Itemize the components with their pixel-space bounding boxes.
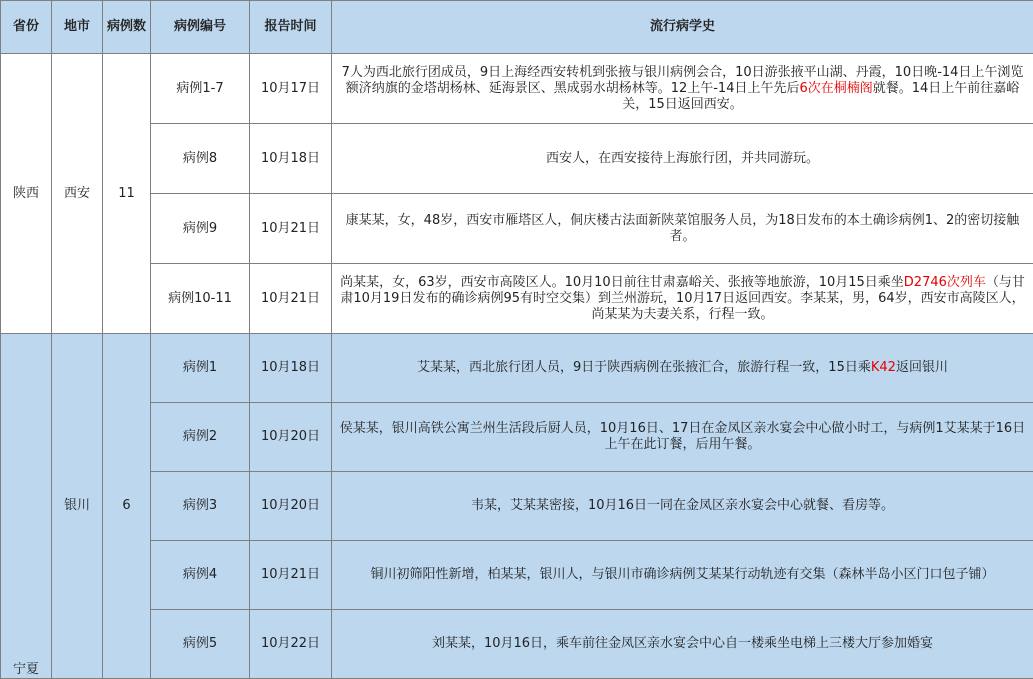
- desc-text: 刘某某，10月16日，乘车前往金凤区亲水宴会中心自一楼乘坐电梯上三楼大厅参加婚宴: [432, 636, 933, 651]
- case-id-cell: 病例1: [151, 334, 250, 403]
- desc-text: 西安人，在西安接待上海旅行团，并共同游玩。: [546, 151, 819, 166]
- case-id-cell: 病例3: [151, 472, 250, 541]
- epi-history-cell: [332, 264, 1033, 334]
- case-id-cell: 病例2: [151, 403, 250, 472]
- desc-text: 7人为西北旅行团成员，9日上海经西安转机到张掖与银川病例会合，10日游张掖平山湖、丹霞，10日晚-14日上午浏览额济纳旗的金塔胡杨林、延海景区、黑成弱水胡杨林等。12上午-14日上午先后: [342, 65, 1024, 96]
- table-row: [1, 124, 1033, 194]
- group-shaanxi: [1, 54, 1033, 334]
- count-cell: 6: [103, 334, 151, 679]
- epi-history-cell: [332, 472, 1033, 541]
- province-cell: 陕西: [1, 54, 52, 334]
- case-id-cell: 病例1-7: [151, 54, 250, 124]
- header-row: [1, 1, 1033, 54]
- report-time-cell: 10月20日: [250, 403, 332, 472]
- report-time-cell: 10月18日: [250, 334, 332, 403]
- report-time-cell: 10月21日: [250, 541, 332, 610]
- desc-text: 返回银川: [896, 360, 948, 375]
- header-city: 地市: [52, 1, 103, 54]
- desc-highlight: 6次在桐楠阁: [799, 81, 872, 96]
- desc-highlight: K42: [871, 360, 896, 375]
- epi-history-cell: [332, 54, 1033, 124]
- desc-text: 侯某某，银川高铁公寓兰州生活段后厨人员，10月16日、17日在金凤区亲水宴会中心做小时工，与病例1艾某某于16日上午在此订餐，后用午餐。: [340, 421, 1025, 452]
- header-case-count: 病例数: [103, 1, 151, 54]
- desc-text: （与甘肃10月19日发布的确诊病例95有时空交集）到兰州游玩，10月17日返回西安。李某某，男，64岁，西安市高陵区人，尚某某为夫妻关系，行程一致。: [340, 275, 1025, 322]
- report-time-cell: 10月21日: [250, 194, 332, 264]
- desc-text: 艾某某，西北旅行团人员，9日于陕西病例在张掖汇合，旅游行程一致，15日乘: [417, 360, 871, 375]
- city-cell: 西安: [52, 54, 103, 334]
- table-row: [1, 472, 1033, 541]
- desc-text: 铜川初筛阳性新增，柏某某，银川人，与银川市确诊病例艾某某行动轨迹有交集（森林半岛小区门口包子铺）: [370, 567, 994, 582]
- report-time-cell: 10月20日: [250, 472, 332, 541]
- epi-history-cell: [332, 124, 1033, 194]
- report-time-cell: 10月21日: [250, 264, 332, 334]
- table-row: [1, 403, 1033, 472]
- case-id-cell: 病例10-11: [151, 264, 250, 334]
- desc-text: 尚某某，女，63岁，西安市高陵区人。10月10日前往甘肃嘉峪关、张掖等地旅游，10月15日乘坐: [340, 275, 904, 290]
- epi-history-cell: [332, 610, 1033, 679]
- table-row: [1, 541, 1033, 610]
- report-time-cell: 10月18日: [250, 124, 332, 194]
- case-id-cell: 病例8: [151, 124, 250, 194]
- city-cell: 银川: [52, 334, 103, 679]
- table-row: [1, 54, 1033, 124]
- table-row: [1, 264, 1033, 334]
- count-cell: 11: [103, 54, 151, 334]
- epi-history-cell: [332, 403, 1033, 472]
- group-ningxia: [1, 334, 1033, 679]
- case-id-cell: 病例4: [151, 541, 250, 610]
- report-time-cell: 10月22日: [250, 610, 332, 679]
- header-report-time: 报告时间: [250, 1, 332, 54]
- desc-text: 康某某，女，48岁，西安市雁塔区人，侗庆楼古法面新陕菜馆服务人员，为18日发布的本土确诊病例1、2的密切接触者。: [346, 213, 1020, 244]
- table-row: [1, 194, 1033, 264]
- header-case-id: 病例编号: [151, 1, 250, 54]
- epi-history-cell: [332, 334, 1033, 403]
- case-id-cell: 病例5: [151, 610, 250, 679]
- province-cell: 宁夏: [1, 334, 52, 679]
- desc-text: 就餐。14日上午前往嘉峪关，15日返回西安。: [622, 81, 1019, 112]
- desc-text: 韦某，艾某某密接，10月16日一同在金凤区亲水宴会中心就餐、看房等。: [471, 498, 894, 513]
- case-id-cell: 病例9: [151, 194, 250, 264]
- report-time-cell: 10月17日: [250, 54, 332, 124]
- epi-history-cell: [332, 541, 1033, 610]
- desc-highlight: D2746次列车: [904, 275, 986, 290]
- table-row: [1, 610, 1033, 679]
- table-row: [1, 334, 1033, 403]
- header-province: 省份: [1, 1, 52, 54]
- header-epi-history: 流行病学史: [332, 1, 1033, 54]
- epi-history-cell: [332, 194, 1033, 264]
